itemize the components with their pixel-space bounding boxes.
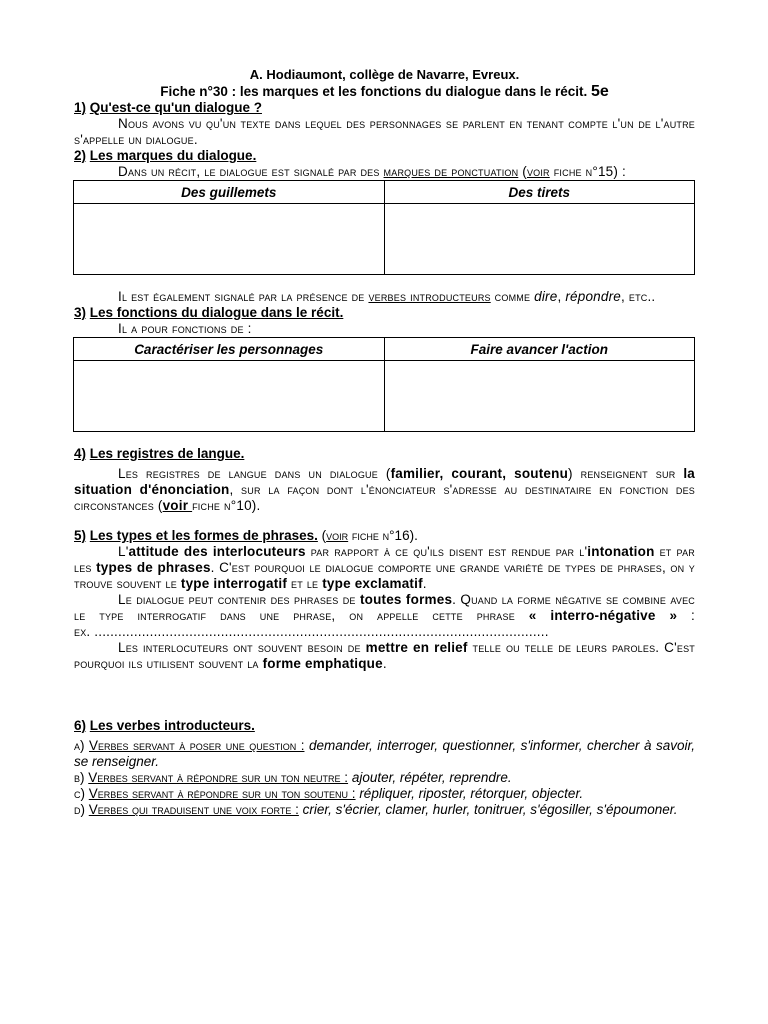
section-5-paragraph-3: Les interlocuteurs ont souvent besoin de mettre en relief telle ou telle de leurs paroles. C'est pourquoi ils utilisent souvent la forme emphatique. bbox=[74, 640, 695, 671]
section-4-heading bbox=[74, 446, 695, 462]
section-4-number: 4) bbox=[74, 446, 87, 461]
section-1-text: Nous avons vu qu'un texte dans lequel des personnages se parlent en tenant compte l'un de l'autre s'appelle un dialogue. bbox=[74, 116, 695, 147]
marks-col-tirets: Des tirets bbox=[384, 181, 695, 204]
action-answer-cell[interactable] bbox=[384, 361, 695, 432]
caracteriser-answer-cell[interactable] bbox=[74, 361, 385, 432]
section-1-title: Qu'est-ce qu'un dialogue ? bbox=[89, 100, 262, 115]
verbs-list bbox=[74, 738, 695, 818]
section-6-number: 6) bbox=[74, 718, 87, 733]
section-3-title: Les fonctions du dialogue dans le récit. bbox=[89, 305, 344, 320]
section-4-title: Les registres de langue. bbox=[89, 446, 245, 461]
functions-col-action: Faire avancer l'action bbox=[384, 338, 695, 361]
section-6-title: Les verbes introducteurs. bbox=[89, 718, 255, 733]
section-5-number: 5) bbox=[74, 528, 87, 543]
section-2-number: 2) bbox=[74, 148, 87, 163]
functions-col-caracteriser: Caractériser les personnages bbox=[74, 338, 385, 361]
list-item: c) Verbes servant à répondre sur un ton soutenu : répliquer, riposter, rétorquer, objecter. bbox=[74, 786, 584, 801]
list-item: d) Verbes qui traduisent une voix forte : crier, s'écrier, clamer, hurler, tonitruer, s'égosiller, s'époumoner. bbox=[74, 802, 678, 817]
guillemets-answer-cell[interactable] bbox=[74, 204, 385, 275]
section-5-title: Les types et les formes de phrases. bbox=[89, 528, 318, 543]
section-2-heading bbox=[74, 148, 695, 164]
section-1-number: 1) bbox=[74, 100, 87, 115]
section-2-paragraph-2: Il est également signalé par la présence de verbes introducteurs comme dire, répondre, etc.. bbox=[118, 289, 656, 304]
list-item: a) Verbes servant à poser une question : demander, interroger, questionner, s'informer, chercher à savoir, se renseigner. bbox=[74, 738, 695, 769]
section-3-heading bbox=[74, 305, 695, 321]
section-5-heading: 5) Les types et les formes de phrases. (voir fiche n°16). bbox=[74, 528, 418, 543]
marks-table bbox=[73, 180, 695, 275]
document-header bbox=[74, 66, 695, 100]
section-6-heading bbox=[74, 718, 695, 734]
section-2-title: Les marques du dialogue. bbox=[89, 148, 257, 163]
voir-ref: voir bbox=[526, 164, 550, 179]
marks-col-guillemets: Des guillemets bbox=[74, 181, 385, 204]
section-4-text: Les registres de langue dans un dialogue (familier, courant, soutenu) renseignent sur la situation d'énonciation, sur la façon dont l'énonciateur s'adresse au destinataire en fonction des circonstances (voir fiche n°10). bbox=[74, 466, 696, 513]
verbes-introducteurs-term: verbes introducteurs bbox=[368, 289, 491, 304]
voir-ref: voir bbox=[162, 498, 193, 513]
author-line: A. Hodiaumont, collège de Navarre, Evreux. bbox=[249, 67, 520, 82]
tirets-answer-cell[interactable] bbox=[384, 204, 695, 275]
example-fill-line[interactable]: ex. ................................................................................................................... bbox=[74, 624, 549, 639]
voir-ref: voir bbox=[326, 528, 349, 543]
section-5-paragraph-2: Le dialogue peut contenir des phrases de toutes formes. Quand la forme négative se combine avec le type interrogatif dans une phrase, on appelle cette phrase « interro-négative » : bbox=[74, 592, 695, 623]
section-5-paragraph-1: L'attitude des interlocuteurs par rapport à ce qu'ils disent est rendue par l'intonation et par les types de phrases. C'est pourquoi le dialogue comporte une grande variété de types de phrases, on y trouve souvent le type interrogatif et le type exclamatif. bbox=[74, 544, 695, 591]
section-3-number: 3) bbox=[74, 305, 87, 320]
list-item: b) Verbes servant à répondre sur un ton neutre : ajouter, répéter, reprendre. bbox=[74, 770, 512, 785]
document-content bbox=[74, 66, 695, 818]
document-title bbox=[74, 83, 695, 100]
functions-table bbox=[73, 337, 695, 432]
section-3-intro: Il a pour fonctions de : bbox=[118, 321, 252, 336]
title-text: Fiche n°30 : les marques et les fonctions du dialogue dans le récit. bbox=[160, 84, 588, 99]
section-2-paragraph-1: Dans un récit, le dialogue est signalé par des marques de ponctuation (voir fiche n°15) : bbox=[118, 164, 626, 179]
section-1-heading bbox=[74, 100, 695, 116]
grade-label: 5e bbox=[590, 83, 609, 100]
ponctuation-term: marques de ponctuation bbox=[383, 164, 519, 179]
